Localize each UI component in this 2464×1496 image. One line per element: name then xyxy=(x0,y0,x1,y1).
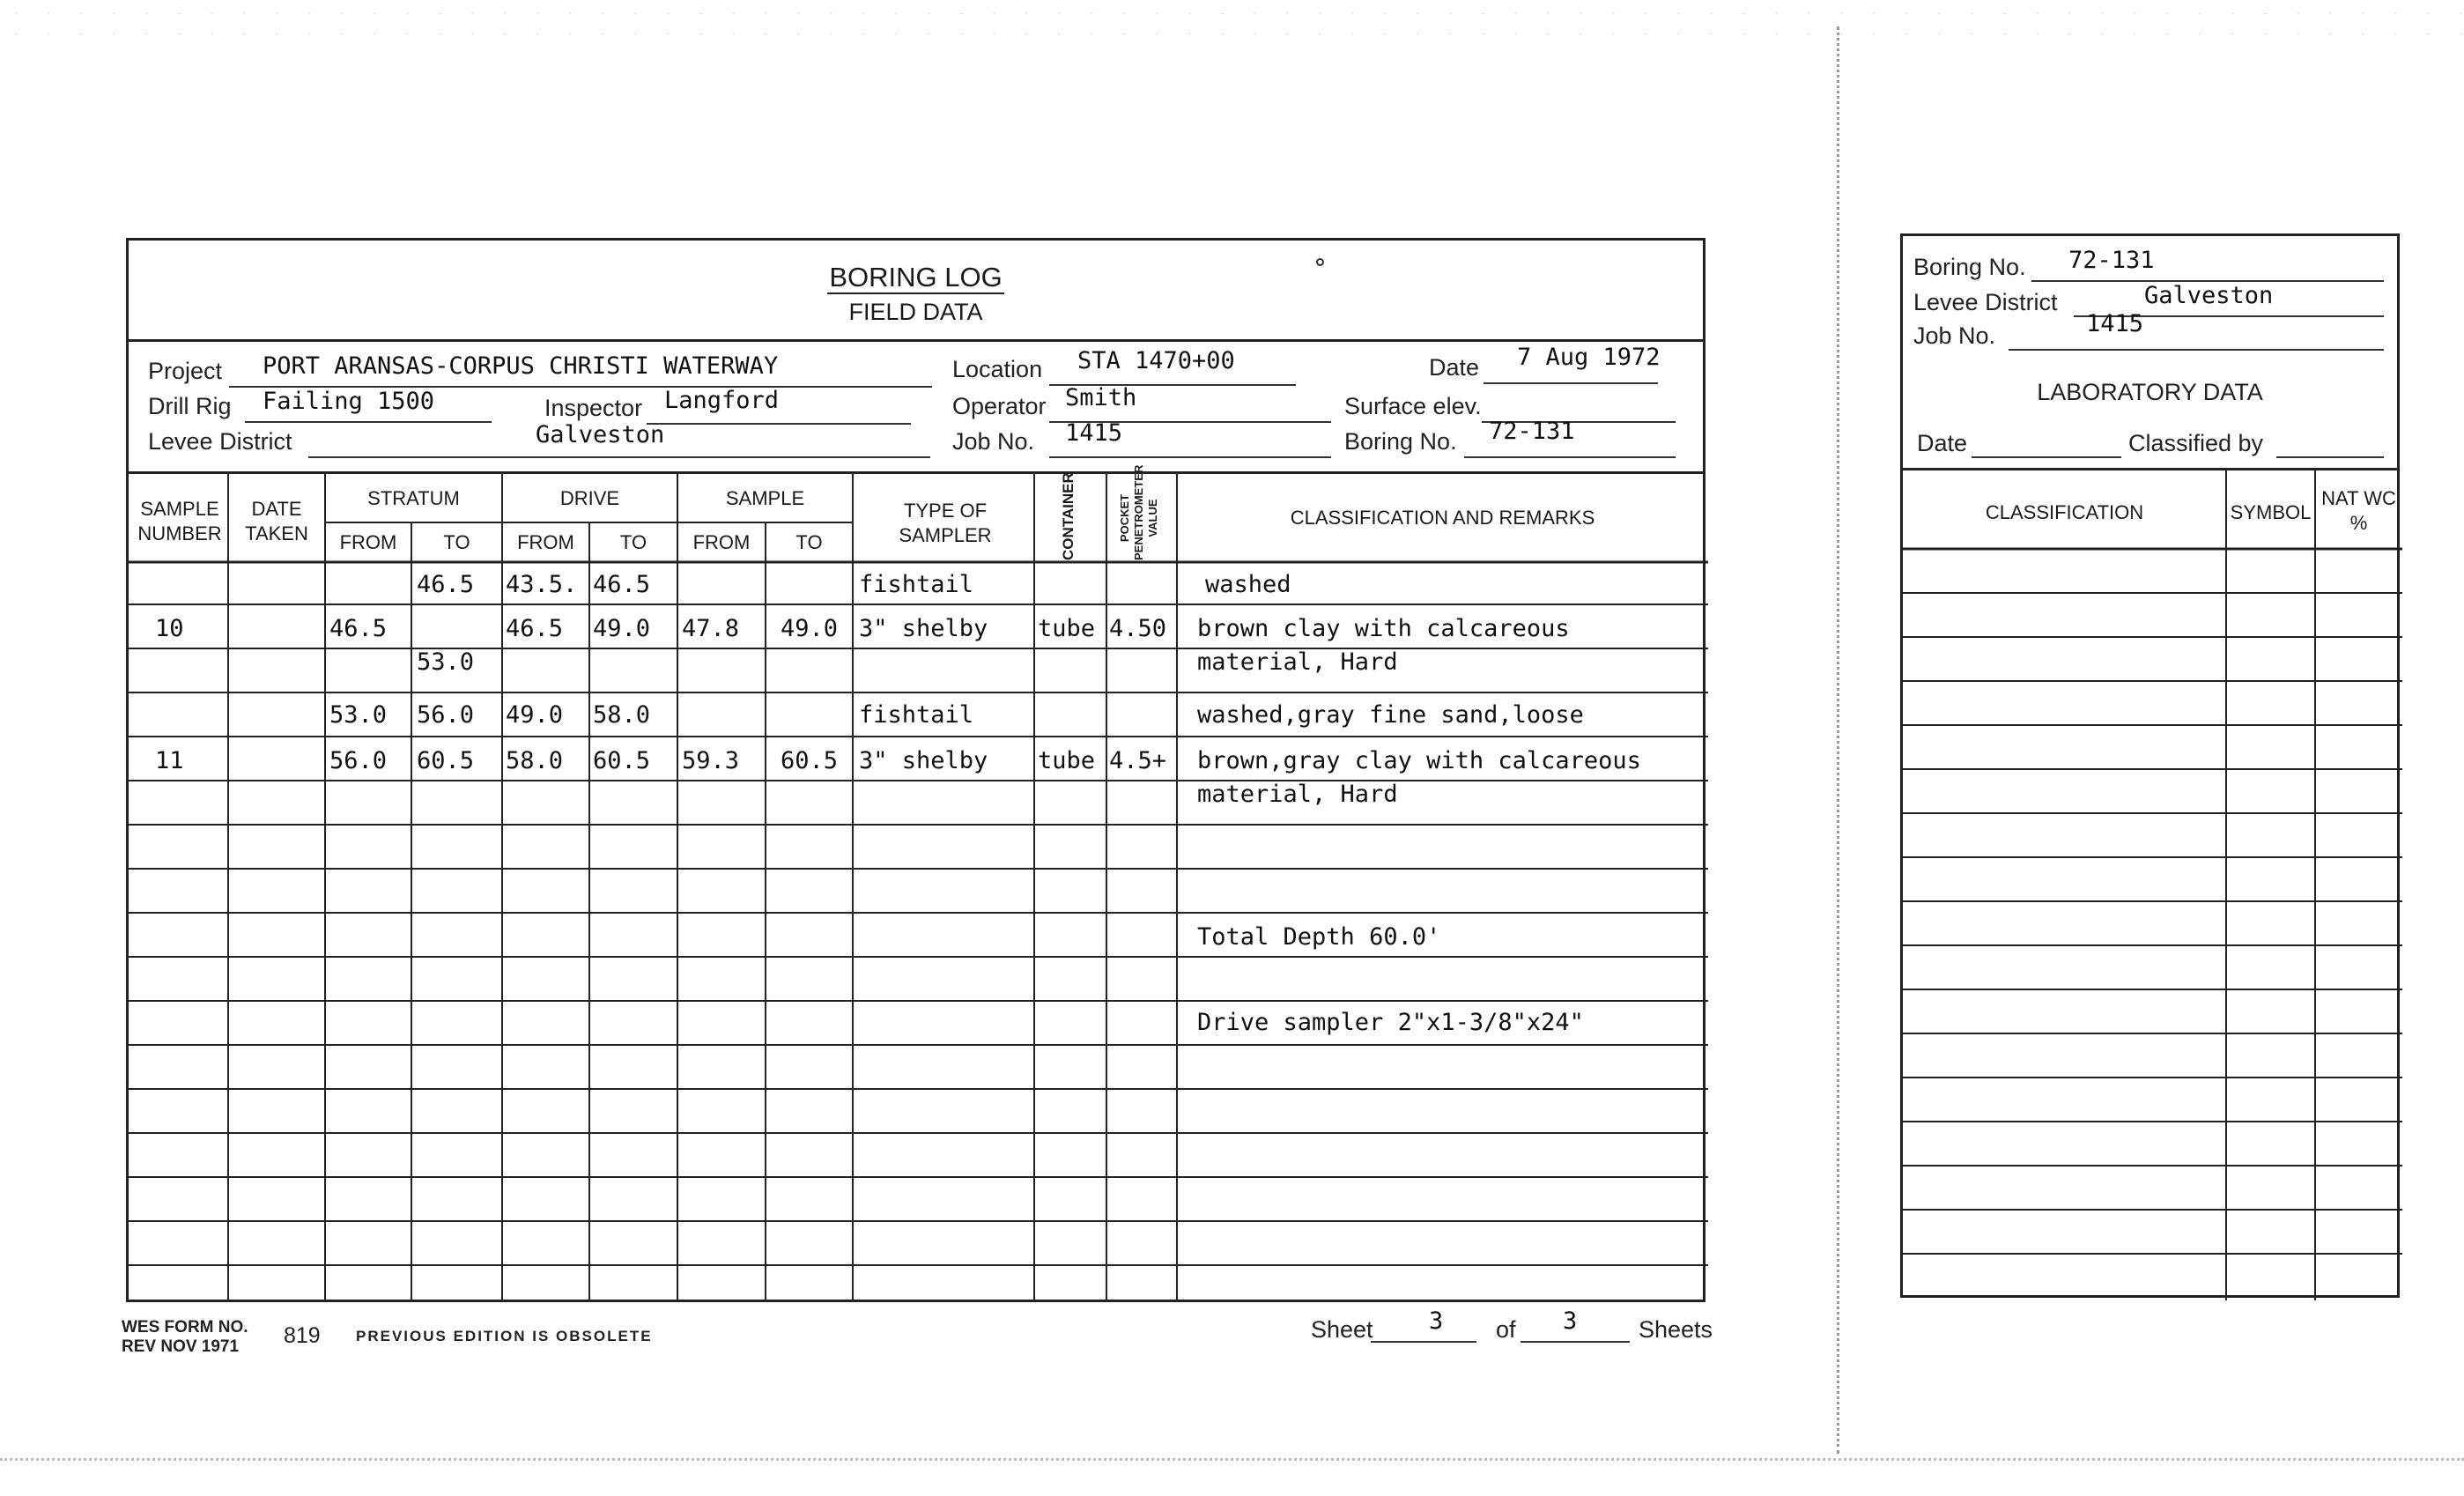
cell-remarks: material, Hard xyxy=(1197,781,1398,808)
inspector-field: Inspector Langford xyxy=(544,395,642,422)
operator-value: Smith xyxy=(1065,384,1137,411)
hdr-stratum-to: TO xyxy=(443,531,470,553)
cell-sampler-type: 3" shelby xyxy=(859,615,988,642)
cell-remarks: washed xyxy=(1205,571,1291,598)
hdr-sample: SAMPLE xyxy=(725,487,805,509)
hdr-pocket-pen-2: PENETROMETER xyxy=(1132,464,1145,560)
lab-boring-no-field: Boring No. 72-131 xyxy=(1913,254,2026,281)
cell-remarks: washed,gray fine sand,loose xyxy=(1197,701,1584,729)
hdr-container: CONTAINER xyxy=(1060,472,1077,560)
cell-stratum-to: 56.0 xyxy=(417,701,475,729)
drill-rig-field: Drill Rig Failing 1500 xyxy=(148,393,232,420)
hdr-classification-remarks: CLASSIFICATION AND REMARKS xyxy=(1290,507,1595,529)
perforation-vertical xyxy=(1837,26,1839,1454)
drive-sampler-note: Drive sampler 2"x1-3/8"x24" xyxy=(1197,1009,1584,1036)
lab-col-nat-wc-unit: % xyxy=(2349,512,2368,534)
form-subtitle: FIELD DATA xyxy=(848,299,983,325)
sheets-total: 3 xyxy=(1563,1307,1578,1335)
lab-levee-district-value: Galveston xyxy=(2144,282,2274,309)
lab-title: LABORATORY DATA xyxy=(2037,379,2263,405)
cell-remarks: brown clay with calcareous xyxy=(1197,615,1570,642)
location-field: Location STA 1470+00 xyxy=(952,356,1042,383)
cell-sample-to: 60.5 xyxy=(781,747,839,774)
perforation-horizontal xyxy=(0,1458,2464,1461)
date-value: 7 Aug 1972 xyxy=(1517,344,1661,371)
cell-container: tube xyxy=(1038,615,1096,642)
boring-log-form xyxy=(126,238,1706,1302)
hdr-type-of-sampler: TYPE OF SAMPLER xyxy=(899,500,992,546)
cell-sample-number: 11 xyxy=(155,747,184,774)
header-info xyxy=(129,342,1703,474)
lab-date-field: Date xyxy=(1917,430,1967,457)
lab-levee-district-field: Levee District Galveston xyxy=(1913,289,2058,316)
cell-sampler-type: 3" shelby xyxy=(859,747,988,774)
lab-col-nat-wc: NAT WC xyxy=(2321,487,2396,509)
hdr-stratum-from: FROM xyxy=(339,531,397,553)
hdr-stratum: STRATUM xyxy=(367,487,460,509)
lab-grid-lines xyxy=(1903,468,2402,1300)
operator-field: Operator Smith xyxy=(952,393,1047,420)
laboratory-data-card xyxy=(1900,233,2400,1298)
cell-pen-value: 4.50 xyxy=(1109,615,1167,642)
job-no-field: Job No. 1415 xyxy=(952,428,1034,455)
form-title-box xyxy=(129,241,1703,342)
hdr-drive-to: TO xyxy=(619,531,647,553)
cell-drive-to: 60.5 xyxy=(593,747,651,774)
hdr-pocket-pen-3: VALUE xyxy=(1146,499,1159,537)
hdr-sample-from: FROM xyxy=(692,531,751,553)
lab-job-no-field: Job No. 1415 xyxy=(1913,322,1995,350)
cell-stratum-to: 53.0 xyxy=(417,648,475,676)
grid-lines xyxy=(129,464,1708,1302)
cell-drive-to: 49.0 xyxy=(593,615,651,642)
inspector-value: Langford xyxy=(664,387,780,414)
surface-elev-field: Surface elev. xyxy=(1344,393,1482,420)
levee-district-value: Galveston xyxy=(536,421,665,448)
boring-no-field: Boring No. 72-131 xyxy=(1344,428,1457,455)
cell-drive-from: 58.0 xyxy=(506,747,564,774)
cell-stratum-to: 46.5 xyxy=(417,571,475,598)
hdr-date-taken: DATE TAKEN xyxy=(245,498,308,544)
cell-pen-value: 4.5+ xyxy=(1109,747,1167,774)
levee-district-field: Levee District Galveston xyxy=(148,428,292,455)
cell-drive-from: 49.0 xyxy=(506,701,564,729)
lab-col-classification: CLASSIFICATION xyxy=(1985,501,2144,523)
form-title: BORING LOG xyxy=(829,262,1003,293)
cell-sample-from: 59.3 xyxy=(682,747,740,774)
scan-noise-top xyxy=(0,4,2464,39)
cell-drive-from: 43.5. xyxy=(506,571,578,598)
sheets-label: Sheets xyxy=(1639,1316,1713,1343)
location-value: STA 1470+00 xyxy=(1077,347,1235,374)
cell-stratum-from: 46.5 xyxy=(329,615,388,642)
hdr-pocket-pen-1: POCKET xyxy=(1118,493,1131,543)
cell-stratum-from: 56.0 xyxy=(329,747,388,774)
cell-drive-from: 46.5 xyxy=(506,615,564,642)
lab-boring-no-value: 72-131 xyxy=(2068,247,2155,274)
cell-sample-to: 49.0 xyxy=(781,615,839,642)
lab-classified-by-field: Classified by xyxy=(2128,430,2263,457)
form-number: 819 xyxy=(284,1323,321,1348)
lab-col-symbol: SYMBOL xyxy=(2230,501,2312,523)
cell-remarks: brown,gray clay with calcareous xyxy=(1197,747,1641,774)
lab-job-no-value: 1415 xyxy=(2086,310,2144,337)
hdr-drive: DRIVE xyxy=(559,487,620,509)
cell-stratum-from: 53.0 xyxy=(329,701,388,729)
cell-container: tube xyxy=(1038,747,1096,774)
total-depth: Total Depth 60.0' xyxy=(1197,923,1441,951)
sample-grid xyxy=(129,464,1703,1302)
cell-sampler-type: fishtail xyxy=(859,571,974,598)
stray-mark xyxy=(1316,258,1324,266)
cell-drive-to: 58.0 xyxy=(593,701,651,729)
sheet-label: Sheet xyxy=(1311,1316,1373,1343)
cell-sampler-type: fishtail xyxy=(859,701,974,729)
hdr-sample-to: TO xyxy=(795,531,823,553)
of-label: of xyxy=(1496,1316,1516,1343)
job-no-value: 1415 xyxy=(1065,419,1123,447)
cell-stratum-to: 60.5 xyxy=(417,747,475,774)
form-no-line-1: WES FORM NO. xyxy=(122,1318,248,1337)
drill-rig-value: Failing 1500 xyxy=(263,388,435,415)
cell-sample-from: 47.8 xyxy=(682,615,740,642)
hdr-drive-from: FROM xyxy=(517,531,574,553)
sheet-number: 3 xyxy=(1429,1307,1444,1335)
cell-remarks: material, Hard xyxy=(1197,648,1398,676)
cell-sample-number: 10 xyxy=(155,615,184,642)
cell-drive-to: 46.5 xyxy=(593,571,651,598)
project-field: Project PORT ARANSAS-CORPUS CHRISTI WATERWAY xyxy=(148,358,222,385)
boring-no-value: 72-131 xyxy=(1489,418,1575,445)
project-value: PORT ARANSAS-CORPUS CHRISTI WATERWAY xyxy=(263,352,779,380)
date-field: Date 7 Aug 1972 xyxy=(1429,354,1479,381)
hdr-sample-number: SAMPLE NUMBER xyxy=(137,498,222,544)
previous-edition-note: PREVIOUS EDITION IS OBSOLETE xyxy=(356,1328,653,1344)
form-no-line-2: REV NOV 1971 xyxy=(122,1337,240,1356)
sheet-counter xyxy=(1311,1307,1716,1348)
